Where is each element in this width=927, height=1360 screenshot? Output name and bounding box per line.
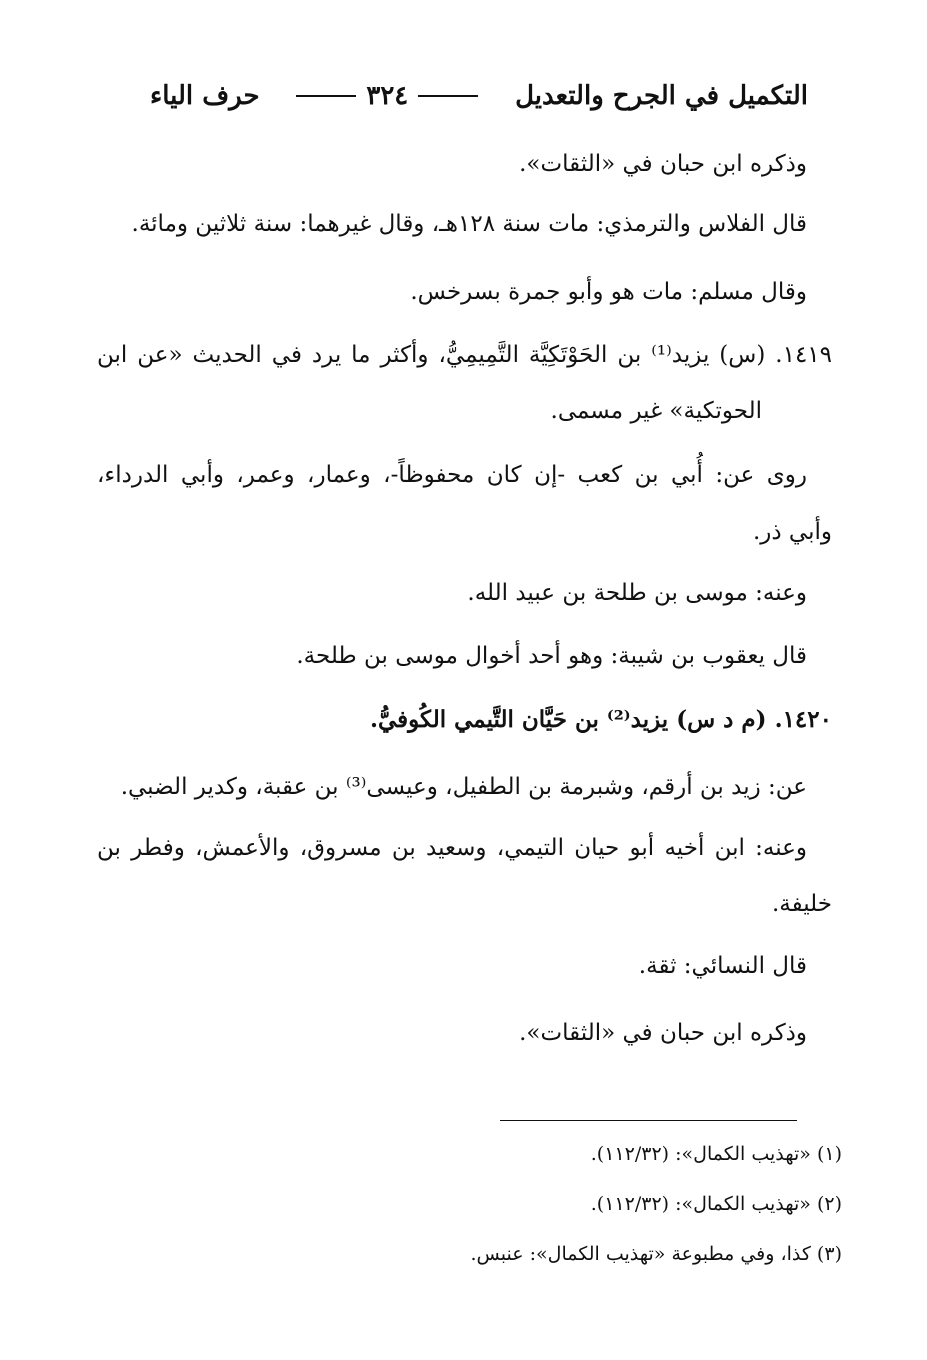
body-line: وأبي ذر. <box>752 519 832 545</box>
entry-heading-1419: ١٤١٩. (س) يزيد⁽¹⁾ بن الحَوْتَكِيَّة التَّمِيمِيُّ، وأكثر ما يرد في الحديث «عن ابن <box>97 342 833 368</box>
page-number: ٣٢٤ <box>366 81 409 111</box>
body-line: وعنه: موسى بن طلحة بن عبيد الله. <box>467 580 807 606</box>
body-line: الحوتكية» غير مسمى. <box>550 398 762 424</box>
book-title: التكميل في الجرح والتعديل <box>515 81 808 111</box>
page-number-group <box>296 81 478 111</box>
footnote-2: (٢) «تهذيب الكمال»: (١١٢/٣٢). <box>590 1193 842 1215</box>
running-head <box>150 76 808 116</box>
section-title: حرف الياء <box>150 81 260 111</box>
footnote-3: (٣) كذا، وفي مطبوعة «تهذيب الكمال»: عنبس. <box>470 1243 842 1265</box>
body-line: وذكره ابن حبان في «الثقات». <box>519 1020 807 1046</box>
footnote-1: (١) «تهذيب الكمال»: (١١٢/٣٢). <box>590 1143 842 1165</box>
body-line: وذكره ابن حبان في «الثقات». <box>519 151 807 177</box>
header-rule <box>296 95 356 97</box>
body-line: قال يعقوب بن شيبة: وهو أحد أخوال موسى بن طلحة. <box>296 643 807 669</box>
body-line: قال النسائي: ثقة. <box>638 953 807 979</box>
body-line: وقال مسلم: مات هو وأبو جمرة بسرخس. <box>410 279 807 305</box>
body-line: قال الفلاس والترمذي: مات سنة ١٢٨هـ، وقال غيرهما: سنة ثلاثين ومائة. <box>131 211 807 237</box>
entry-heading-1420: ١٤٢٠. (م د س) يزيد⁽²⁾ بن حَيَّان التَّيمي الكُوفيُّ. <box>369 706 832 733</box>
footnote-rule <box>500 1120 797 1121</box>
header-rule <box>418 95 478 97</box>
body-line: روى عن: أُبي بن كعب -إن كان محفوظاً-، وعمار، وعمر، وأبي الدرداء، <box>97 462 807 488</box>
body-line: وعنه: ابن أخيه أبو حيان التيمي، وسعيد بن مسروق، والأعمش، وفطر بن <box>97 835 807 861</box>
body-line: خليفة. <box>771 891 832 917</box>
body-line: عن: زيد بن أرقم، وشبرمة بن الطفيل، وعيسى⁽³⁾ بن عقبة، وكدير الضبي. <box>120 774 807 800</box>
